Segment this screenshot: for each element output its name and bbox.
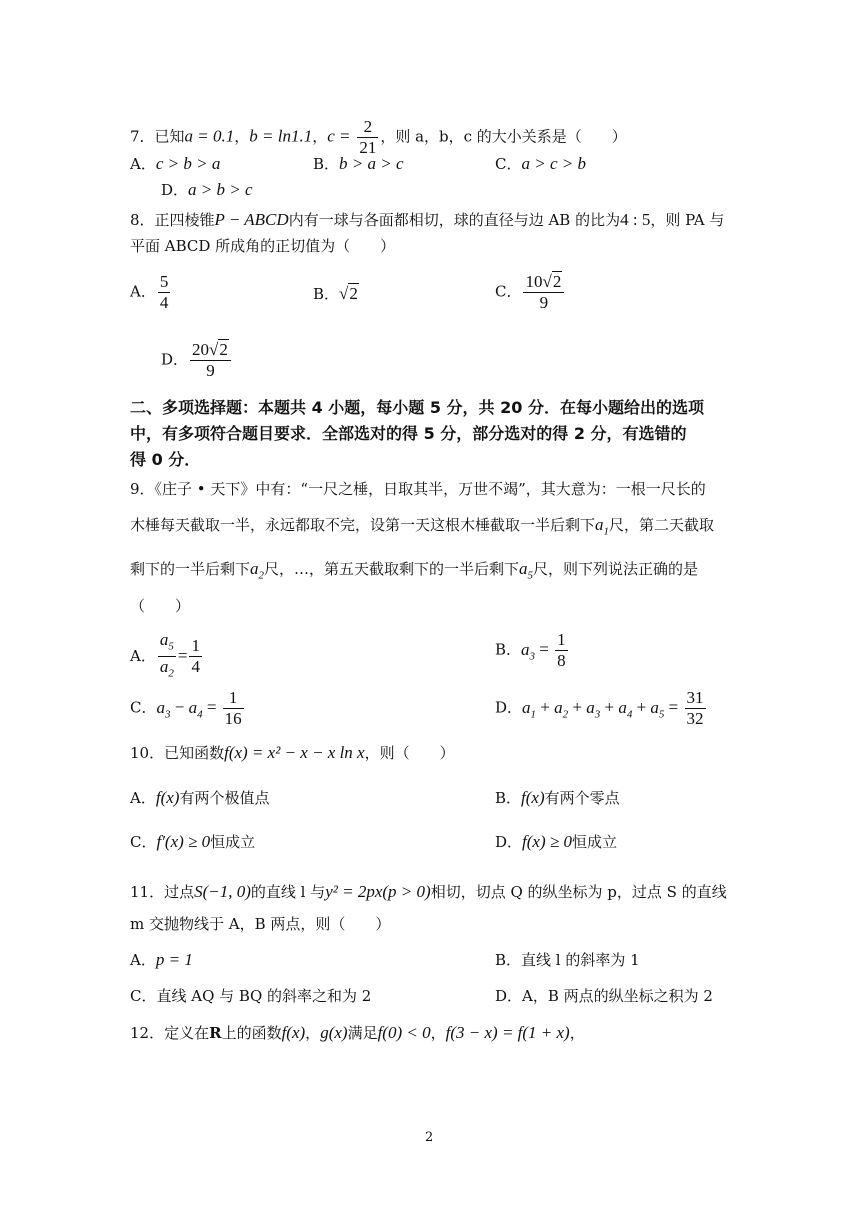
q10-option-b: B．f(x)有两个零点 xyxy=(495,788,620,807)
q9-option-b: B．$a_3$ = $\frac{1}{8}$ xyxy=(495,630,566,670)
q8-line2: 平面 ABCD 所成角的正切值为（ ） xyxy=(130,237,396,255)
q7-stem-post: ，则 a，b，c 的大小关系是（ ） xyxy=(380,127,627,146)
q8-option-b: B．√2 xyxy=(313,284,358,303)
q9-line4: （ ） xyxy=(130,597,191,615)
q8-line1: 8．正四棱锥P − ABCD内有一球与各面都相切，球的直径与边 AB 的比为4 : 5，则 PA 与 xyxy=(130,210,725,229)
q10-stem: 10．已知函数f(x) = x² − x − x ln x，则（ ） xyxy=(130,743,455,762)
section2-line2: 中，有多项符合题目要求．全部选对的得 5 分，部分选对的得 2 分，有选错的 xyxy=(130,424,687,443)
q11-line1: 11．过点S(−1, 0)的直线 l 与y² = 2px(p > 0)相切，切点 Q 的纵坐标为 p，过点 S 的直线 xyxy=(130,882,727,901)
q9-line2: 木棰每天截取一半，永远都取不完，设第一天这根木棰截取一半后剩下$a_1$尺，第二天截取 xyxy=(130,515,715,538)
q11-option-d: D．A，B 两点的纵坐标之积为 2 xyxy=(495,987,713,1005)
q12-line1: 12．定义在R上的函数f(x)，g(x)满足f(0) < 0，f(3 − x) = f(1 + x)， xyxy=(130,1023,585,1042)
section2-line3: 得 0 分． xyxy=(130,450,201,469)
q9-option-c: C．$a_3 - a_4$ = $\frac{1}{16}$ xyxy=(130,688,242,728)
q8-option-a: A． $\frac{5}{4}$ xyxy=(130,272,169,312)
q7-option-b: B．b > a > c xyxy=(313,154,404,173)
q9-line1: 9．《庄子 • 天下》中有：“一尺之棰，日取其半，万世不竭”，其大意为：一根一尺长的 xyxy=(130,480,706,498)
q11-option-b: B．直线 l 的斜率为 1 xyxy=(495,951,640,969)
q11-option-c: C．直线 AQ 与 BQ 的斜率之和为 2 xyxy=(130,987,372,1005)
q7-b-def: b = ln1.1 xyxy=(249,126,313,146)
q7-c-fraction: $\frac{2}{21}$ xyxy=(359,117,377,157)
q9-option-d: D．$a_1 + a_2 + a_3 + a_4 + a_5$ = $\frac{31}{32}$ xyxy=(495,688,704,728)
q8-option-c: C． $\frac{10√2}{9}$ xyxy=(495,272,566,313)
page-number: 2 xyxy=(425,1130,434,1145)
q8-option-d: D． $\frac{20√2}{9}$ xyxy=(161,340,233,381)
q11-line2: m 交抛物线于 A，B 两点，则（ ） xyxy=(130,915,391,933)
section2-line1: 二、多项选择题：本题共 4 小题，每小题 5 分，共 20 分．在每小题给出的选项 xyxy=(130,398,704,417)
q11-option-a: A．p = 1 xyxy=(130,950,193,969)
q7-c-lhs: c = xyxy=(327,126,351,146)
q7-a-def: a = 0.1 xyxy=(184,126,235,146)
q7-stem-pre: 7．已知 xyxy=(130,127,185,146)
q7-stem: 7．已知a = 0.1，b = ln1.1，c = $\frac{2}{21}$ ，则 a，b，c 的大小关系是（ ） xyxy=(130,117,627,157)
q10-option-c: C．f′(x) ≥ 0恒成立 xyxy=(130,832,256,851)
q9-option-a: A． $\frac{a_5}{a_2}$ = $\frac{1}{4}$ xyxy=(130,630,204,684)
q9-line3: 剩下的一半后剩下$a_2$尺，…，第五天截取剩下的一半后剩下$a_5$尺，则下列说法正确的是 xyxy=(130,559,699,582)
q10-option-a: A．f(x)有两个极值点 xyxy=(130,788,270,807)
q7-option-a: A．c > b > a xyxy=(130,154,221,173)
q10-option-d: D．f(x) ≥ 0恒成立 xyxy=(495,832,617,851)
q7-option-c: C．a > c > b xyxy=(495,154,586,173)
q7-option-d: D．a > b > c xyxy=(161,180,253,199)
